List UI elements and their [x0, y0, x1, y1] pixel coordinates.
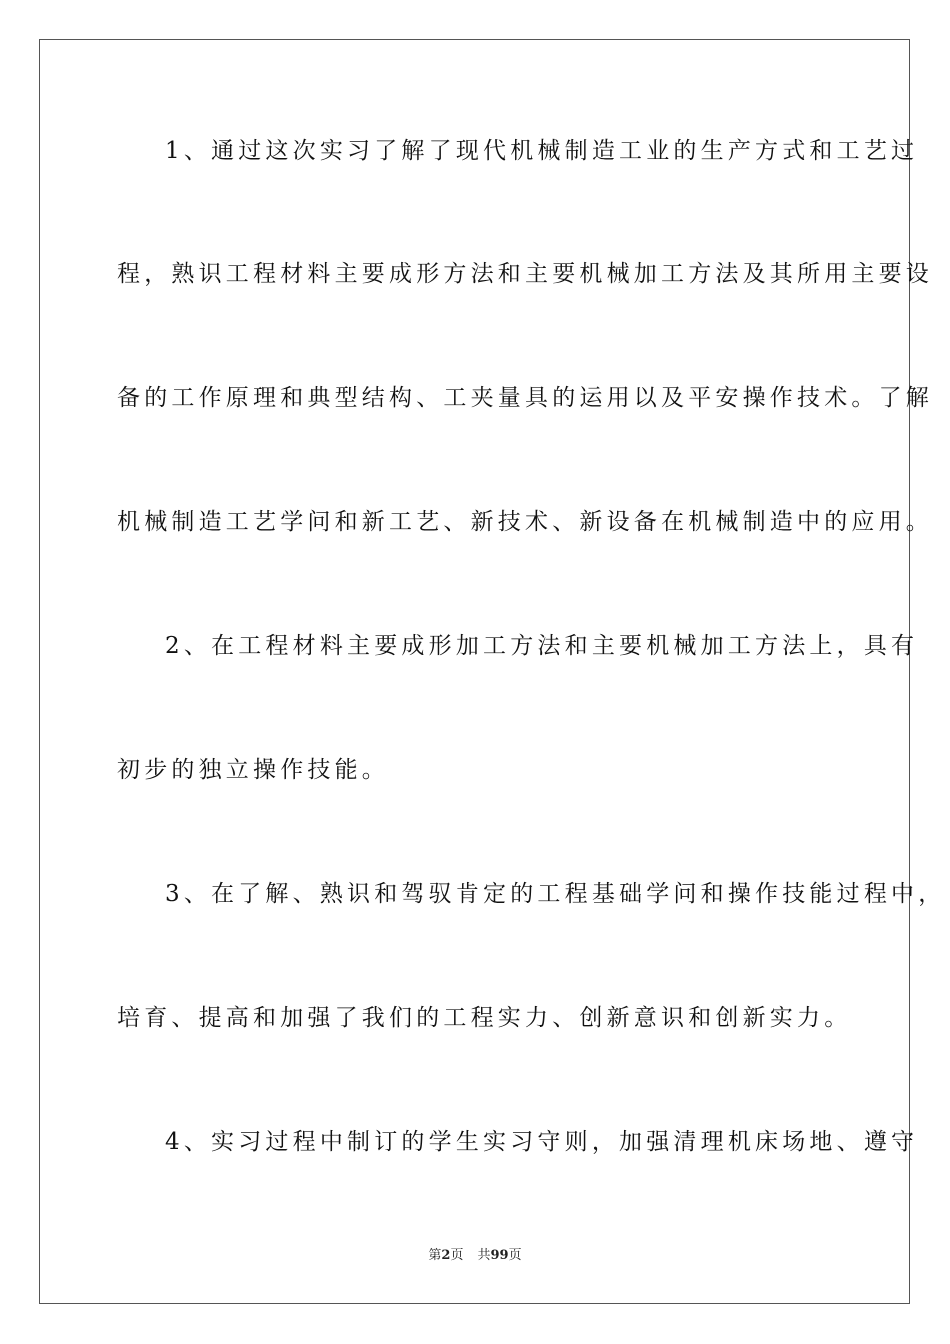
paragraph-4-line-1: 4、实习过程中制订的学生实习守则，加强清理机床场地、遵守: [165, 1129, 919, 1155]
paragraph-3-line-1: 3、在了解、熟识和驾驭肯定的工程基础学问和操作技能过程中，: [165, 881, 946, 907]
paragraph-2-line-2: 初步的独立操作技能。: [117, 757, 389, 783]
footer-total-suffix: 页: [508, 1248, 522, 1263]
paragraph-1-line-3: 备的工作原理和典型结构、工夹量具的运用以及平安操作技术。了解: [117, 385, 933, 411]
footer-page-number: 2: [441, 1248, 451, 1263]
paragraph-3-line-2: 培育、提高和加强了我们的工程实力、创新意识和创新实力。: [117, 1005, 852, 1031]
paragraph-1-line-1: 1、通过这次实习了解了现代机械制造工业的生产方式和工艺过: [165, 138, 919, 164]
page-footer: [0, 1248, 950, 1264]
page-frame: [39, 39, 946, 1304]
footer-total-prefix: 共: [477, 1248, 491, 1263]
footer-page-prefix: 第: [428, 1248, 442, 1263]
paragraph-2-line-1: 2、在工程材料主要成形加工方法和主要机械加工方法上，具有: [165, 633, 919, 659]
paragraph-1-line-4: 机械制造工艺学问和新工艺、新技术、新设备在机械制造中的应用。: [117, 509, 933, 535]
footer-page-suffix: 页: [450, 1248, 464, 1263]
paragraph-1-line-2: 程，熟识工程材料主要成形方法和主要机械加工方法及其所用主要设: [117, 261, 933, 287]
footer-total-pages: 99: [490, 1248, 509, 1263]
